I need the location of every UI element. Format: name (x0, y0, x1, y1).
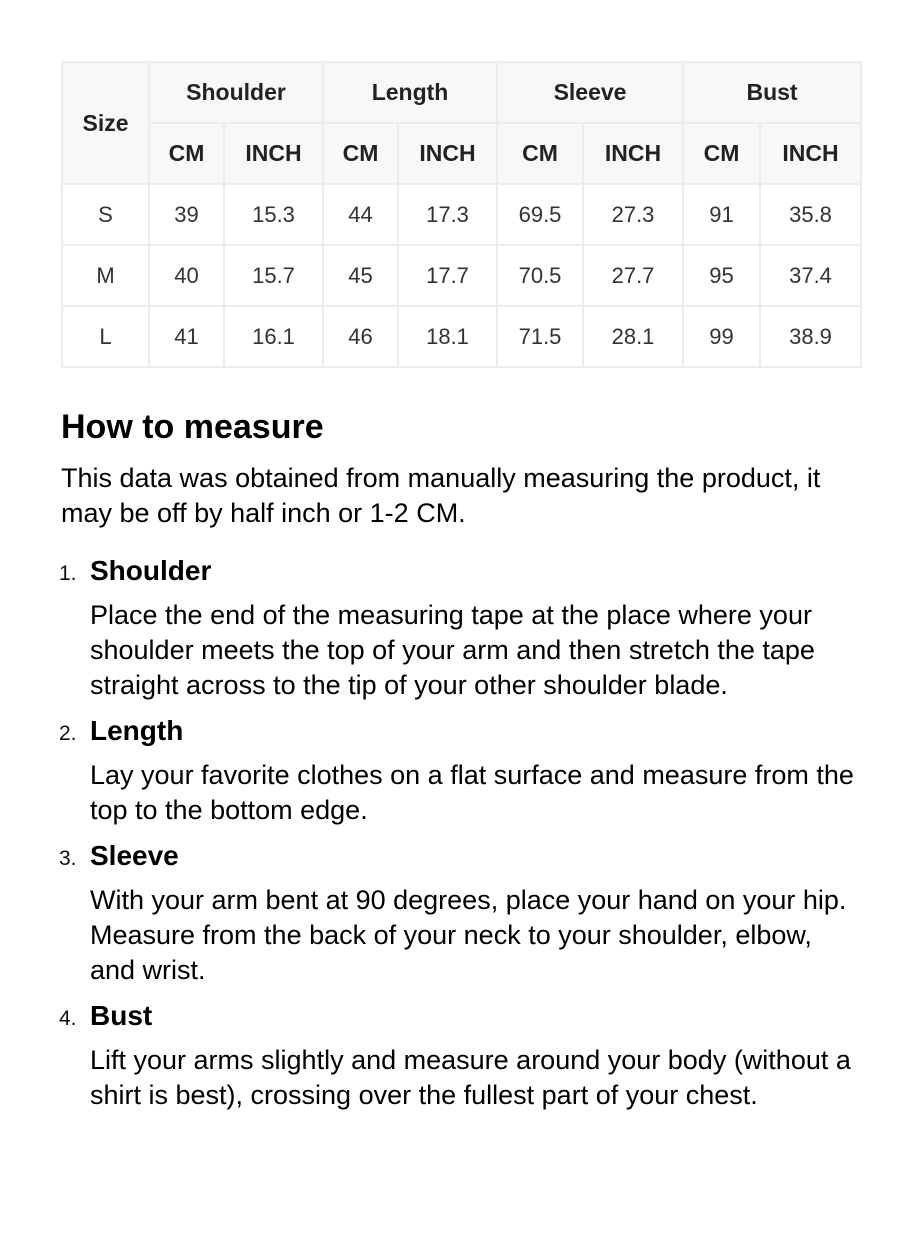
step-number: 4. (59, 1007, 77, 1030)
table-header-row-units (62, 123, 861, 184)
list-item (61, 998, 860, 1113)
table-cell: 91 (683, 184, 760, 245)
size-cell: M (62, 245, 149, 306)
step-title: Length (90, 715, 184, 746)
unit-header: CM (149, 123, 224, 184)
table-cell: 44 (323, 184, 398, 245)
shoulder-group-header: Shoulder (149, 62, 323, 123)
table-cell: 35.8 (760, 184, 861, 245)
unit-header: INCH (583, 123, 683, 184)
list-item (61, 838, 860, 988)
unit-header: CM (497, 123, 583, 184)
unit-header: INCH (398, 123, 497, 184)
table-cell: 15.3 (224, 184, 323, 245)
table-cell: 69.5 (497, 184, 583, 245)
table-cell: 41 (149, 306, 224, 367)
size-guide (61, 61, 860, 1123)
table-cell: 27.3 (583, 184, 683, 245)
table-cell: 18.1 (398, 306, 497, 367)
table-cell: 37.4 (760, 245, 861, 306)
table-cell: 17.7 (398, 245, 497, 306)
size-cell: L (62, 306, 149, 367)
step-title: Shoulder (90, 555, 212, 586)
length-group-header: Length (323, 62, 497, 123)
table-header-row-groups (62, 62, 861, 123)
unit-header: INCH (760, 123, 861, 184)
table-row (62, 306, 861, 367)
table-cell: 38.9 (760, 306, 861, 367)
size-chart-table (61, 61, 862, 368)
measure-steps-list (61, 553, 860, 1113)
sleeve-group-header: Sleeve (497, 62, 683, 123)
table-cell: 27.7 (583, 245, 683, 306)
intro-paragraph: This data was obtained from manually measuring the product, it may be off by half inch or 1-2 CM. (61, 463, 821, 528)
table-cell: 99 (683, 306, 760, 367)
unit-header: INCH (224, 123, 323, 184)
step-description: Lay your favorite clothes on a flat surface and measure from the top to the bottom edge. (90, 760, 854, 825)
unit-header: CM (323, 123, 398, 184)
table-cell: 95 (683, 245, 760, 306)
list-item (61, 553, 860, 703)
table-cell: 28.1 (583, 306, 683, 367)
step-description: Lift your arms slightly and measure around your body (without a shirt is best), crossing over the fullest part of your chest. (90, 1045, 851, 1110)
table-cell: 39 (149, 184, 224, 245)
table-cell: 46 (323, 306, 398, 367)
step-number: 2. (59, 722, 77, 745)
table-cell: 70.5 (497, 245, 583, 306)
size-column-header: Size (62, 62, 149, 184)
table-cell: 45 (323, 245, 398, 306)
step-description: Place the end of the measuring tape at the place where your shoulder meets the top of your arm and then stretch the tape straight across to the tip of your other shoulder blade. (90, 600, 815, 700)
table-row (62, 245, 861, 306)
table-cell: 17.3 (398, 184, 497, 245)
step-number: 1. (59, 562, 77, 585)
table-cell: 15.7 (224, 245, 323, 306)
table-cell: 40 (149, 245, 224, 306)
bust-group-header: Bust (683, 62, 861, 123)
step-title: Sleeve (90, 840, 179, 871)
table-cell: 16.1 (224, 306, 323, 367)
unit-header: CM (683, 123, 760, 184)
size-cell: S (62, 184, 149, 245)
list-item (61, 713, 860, 828)
table-cell: 71.5 (497, 306, 583, 367)
table-row (62, 184, 861, 245)
how-to-measure-heading: How to measure (61, 408, 324, 446)
step-number: 3. (59, 847, 77, 870)
step-title: Bust (90, 1000, 153, 1031)
step-description: With your arm bent at 90 degrees, place your hand on your hip. Measure from the back of your neck to your shoulder, elbow, and wrist. (90, 885, 847, 985)
